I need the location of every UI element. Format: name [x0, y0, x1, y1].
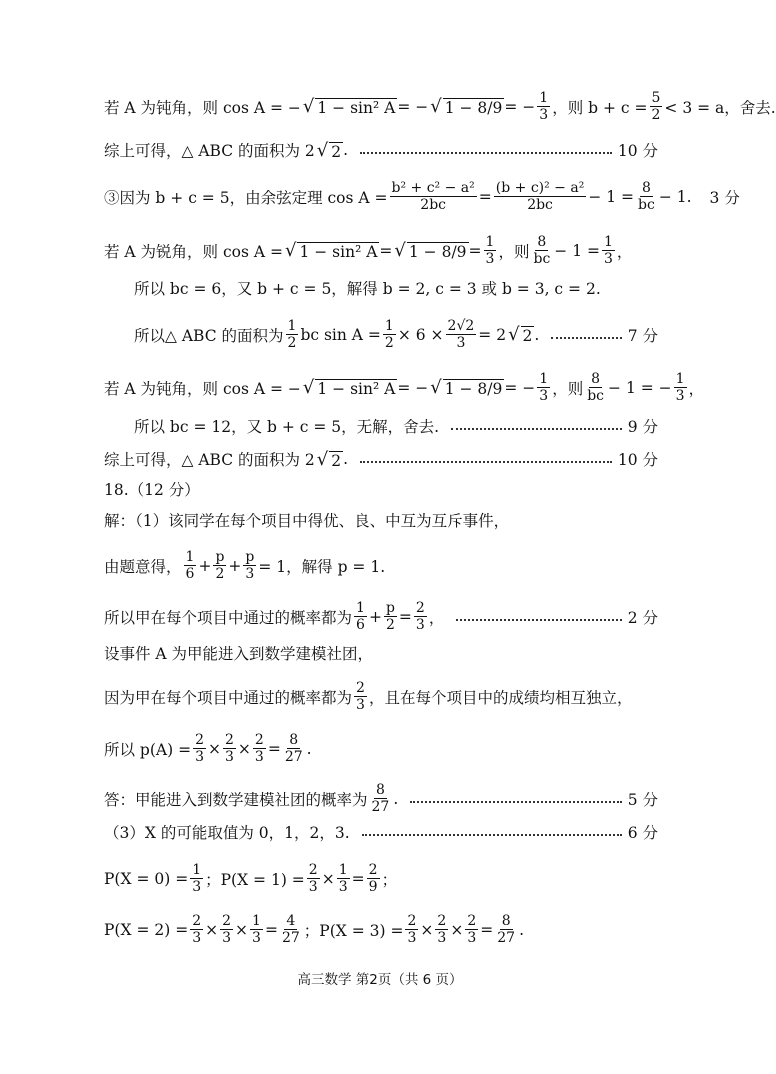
- text-run: − 1.: [658, 187, 692, 206]
- fraction-numerator: 1: [539, 371, 549, 387]
- square-root: [428, 377, 504, 398]
- fraction-denominator: 3: [252, 930, 261, 947]
- fraction: [184, 549, 197, 582]
- radical-sign-icon: √: [394, 240, 406, 262]
- radical-sign-icon: √: [302, 96, 315, 118]
- fraction: [494, 180, 587, 213]
- text-run: 解：（1）该同学在每个项目中得优、良、中互为互斥事件，: [104, 512, 510, 530]
- fraction-denominator: 6: [356, 617, 365, 634]
- line-content: [104, 180, 692, 213]
- text-run: =: [267, 739, 281, 758]
- text-run: ，则 b + c =: [552, 98, 648, 117]
- fraction-numerator: 2: [195, 732, 204, 748]
- fraction-denominator: 3: [192, 930, 202, 947]
- text-run: < 3 = a，舍去.: [664, 98, 776, 117]
- fraction-numerator: 1: [539, 90, 549, 106]
- text-run: × 6 ×: [397, 325, 444, 344]
- text-run: +: [228, 556, 242, 575]
- line-content: [104, 139, 348, 161]
- square-root: [301, 377, 397, 398]
- line-content: [104, 371, 704, 404]
- text-run: − 1 = −: [608, 378, 672, 397]
- radical-sign-icon: √: [302, 377, 315, 399]
- fraction-denominator: 2bc: [527, 197, 553, 214]
- text-run: = 2: [478, 325, 507, 344]
- fraction-denominator: 3: [467, 930, 477, 947]
- text-run: 答：甲能进入到数学建模社团的概率为: [104, 790, 368, 809]
- text-run: 所以 bc = 6，又 b + c = 5，解得 b = 2, c = 3 或 b = 3, c = 2.: [134, 280, 601, 298]
- text-run: − 1 =: [588, 187, 635, 206]
- fraction-numerator: 2: [467, 913, 477, 929]
- line-content: [104, 448, 348, 470]
- line-content: [104, 234, 632, 267]
- dotted-leader: [410, 799, 621, 803]
- fraction-denominator: 3: [338, 879, 348, 896]
- fraction: [414, 600, 427, 633]
- line-content: [104, 782, 398, 815]
- text-run: 所以△ ABC 的面积为: [134, 326, 284, 345]
- fraction-denominator: bc: [587, 388, 605, 405]
- fraction-denominator: 3: [222, 930, 232, 947]
- text-run: ，: [428, 608, 445, 627]
- text-run: .: [343, 450, 349, 468]
- fraction: [531, 234, 552, 267]
- text-run: ，则: [552, 379, 584, 398]
- answer-line: [104, 448, 658, 470]
- line-content: [104, 732, 312, 765]
- fraction: [367, 862, 380, 895]
- answer-line: [104, 509, 658, 531]
- fraction-numerator: 1: [338, 862, 348, 878]
- dotted-leader: [362, 832, 622, 836]
- radical-sign-icon: √: [430, 96, 442, 118]
- radicand: 2: [331, 451, 342, 470]
- fraction-numerator: 2: [437, 913, 447, 929]
- score-label: 5 分: [627, 790, 658, 809]
- fraction-denominator: 27: [281, 930, 300, 947]
- fraction: [495, 913, 517, 946]
- fraction-numerator: 8: [591, 371, 601, 387]
- text-run: 若 A 为锐角，则 cos A =: [104, 242, 283, 261]
- text-run: .: [393, 789, 399, 808]
- text-run: （3）X 的可能取值为 0，1，2，3.: [104, 824, 350, 842]
- text-run: ，: [616, 242, 633, 261]
- text-run: 若 A 为钝角，则 cos A = −: [104, 379, 301, 398]
- fraction-numerator: 1: [252, 913, 261, 929]
- radical-sign-icon: √: [316, 139, 329, 161]
- fraction-numerator: 1: [675, 371, 685, 387]
- radical-sign-icon: √: [508, 324, 520, 346]
- text-run: ，且在每个项目中的成绩均相互独立，: [368, 688, 633, 707]
- fraction-denominator: 3: [407, 930, 417, 947]
- text-run: ③因为 b + c = 5，由余弦定理 cos A =: [104, 188, 388, 207]
- fraction-denominator: 3: [224, 749, 234, 766]
- answer-line: [104, 234, 658, 267]
- fraction: [602, 234, 615, 267]
- text-run: +: [198, 556, 212, 575]
- line-content: [104, 913, 524, 946]
- answer-line: [134, 318, 658, 351]
- fraction: [390, 180, 477, 213]
- text-run: − 1 =: [554, 241, 600, 260]
- fraction-numerator: 4: [286, 913, 296, 929]
- radicand: 1 − 8/9: [408, 243, 467, 262]
- square-root: [392, 240, 468, 261]
- fraction: [674, 371, 687, 404]
- fraction-numerator: 2: [368, 862, 378, 878]
- text-run: ；: [381, 870, 398, 889]
- fraction-numerator: (b + c)² − a²: [495, 180, 585, 196]
- fraction-numerator: 2: [415, 600, 425, 616]
- fraction: [370, 782, 392, 815]
- fraction: [243, 549, 256, 582]
- text-run: 所以 p(A) =: [104, 740, 192, 759]
- answer-line: [104, 680, 658, 713]
- fraction: [484, 234, 497, 267]
- fraction: [383, 318, 396, 351]
- fraction-numerator: p: [385, 600, 395, 616]
- fraction: [435, 913, 448, 946]
- answer-line: [104, 478, 658, 500]
- text-run: = −: [397, 378, 429, 397]
- fraction: [250, 913, 263, 946]
- fraction: [283, 732, 305, 765]
- fraction-denominator: 2: [287, 335, 297, 352]
- text-run: ×: [207, 739, 221, 758]
- text-run: =: [468, 241, 482, 260]
- square-root: [315, 140, 343, 161]
- answer-line: [104, 732, 658, 765]
- fraction: [213, 549, 226, 582]
- fraction: [286, 318, 299, 351]
- fraction-denominator: 27: [284, 749, 303, 766]
- fraction-denominator: 2: [384, 335, 394, 352]
- text-run: =: [379, 241, 393, 260]
- line-content: [104, 90, 776, 123]
- radicand: 1 − sin² A: [317, 99, 396, 118]
- text-run: P(X = 2) =: [104, 920, 189, 939]
- line-content: [104, 509, 509, 531]
- fraction-numerator: 8: [375, 782, 385, 798]
- answer-line: [104, 139, 658, 161]
- text-run: = 1，解得 p = 1.: [258, 557, 386, 576]
- text-run: 综上可得，△ ABC 的面积为 2: [104, 451, 315, 469]
- score-label: 10 分: [617, 451, 658, 469]
- fraction-denominator: 6: [185, 566, 195, 583]
- fraction-numerator: 1: [485, 234, 495, 250]
- fraction-numerator: 2√2: [447, 318, 475, 334]
- dotted-leader: [360, 459, 612, 463]
- fraction: [465, 913, 478, 946]
- answer-line: [104, 782, 658, 815]
- fraction-numerator: 1: [287, 318, 297, 334]
- fraction-numerator: 8: [289, 732, 299, 748]
- fraction-numerator: 1: [604, 234, 613, 250]
- answer-line: [104, 862, 658, 895]
- fraction-numerator: 2: [308, 862, 318, 878]
- fraction-denominator: 3: [356, 697, 365, 714]
- line-content: [104, 821, 350, 843]
- radicand: 2: [331, 142, 342, 161]
- radicand: 2: [522, 327, 533, 346]
- text-run: ×: [321, 869, 335, 888]
- answer-line: [104, 821, 658, 843]
- text-run: ×: [450, 920, 464, 939]
- fraction-numerator: 2: [224, 732, 234, 748]
- fraction-denominator: 9: [368, 879, 378, 896]
- fraction-numerator: 1: [356, 600, 365, 616]
- score-label: 9 分: [627, 418, 658, 436]
- fraction-numerator: p: [245, 549, 255, 565]
- fraction-denominator: bc: [533, 251, 551, 268]
- fraction-denominator: 2: [385, 617, 395, 634]
- fraction: [253, 732, 266, 765]
- fraction: [307, 862, 320, 895]
- fraction-denominator: 3: [604, 251, 613, 268]
- line-content: [134, 318, 539, 351]
- square-root: [283, 240, 379, 261]
- score-label: 7 分: [627, 326, 658, 345]
- text-run: = −: [504, 97, 536, 116]
- line-content: [104, 600, 444, 633]
- text-run: 因为甲在每个项目中通过的概率都为: [104, 688, 353, 707]
- fraction: [337, 862, 350, 895]
- fraction-denominator: 3: [308, 879, 318, 896]
- fraction-denominator: 27: [497, 930, 516, 947]
- fraction-denominator: 2: [215, 566, 225, 583]
- square-root: [315, 449, 343, 470]
- fraction-numerator: b² + c² − a²: [391, 180, 475, 196]
- fraction: [384, 600, 397, 633]
- answer-line: [104, 180, 740, 214]
- dotted-leader: [360, 150, 612, 154]
- text-run: 所以 bc = 12，又 b + c = 5，无解，舍去.: [134, 418, 440, 436]
- text-run: .: [343, 141, 349, 159]
- fraction-numerator: 8: [641, 180, 651, 196]
- fraction: [585, 371, 606, 404]
- text-run: bc sin A =: [300, 325, 381, 344]
- square-root: [506, 324, 534, 345]
- line-content: [104, 549, 385, 582]
- text-run: ，则: [498, 242, 530, 261]
- fraction: [190, 913, 203, 946]
- fraction: [537, 371, 550, 404]
- fraction: [537, 90, 550, 123]
- text-run: =: [351, 869, 365, 888]
- dotted-leader: [451, 426, 622, 430]
- fraction-numerator: 8: [537, 234, 547, 250]
- text-run: ×: [237, 739, 251, 758]
- score-label: 10 分: [617, 142, 658, 160]
- square-root: [301, 96, 397, 117]
- fraction-denominator: 3: [675, 388, 685, 405]
- text-run: 所以甲在每个项目中通过的概率都为: [104, 608, 353, 627]
- answer-line: [104, 90, 776, 124]
- fraction-denominator: 3: [254, 749, 264, 766]
- dotted-leader: [456, 617, 621, 621]
- text-run: 综上可得，△ ABC 的面积为 2: [104, 142, 315, 160]
- fraction: [354, 600, 367, 633]
- fraction-denominator: 3: [437, 930, 447, 947]
- line-content: [104, 642, 373, 664]
- fraction-denominator: 3: [456, 335, 466, 352]
- text-run: .: [534, 325, 540, 344]
- fraction-denominator: 27: [371, 799, 390, 816]
- fraction-numerator: p: [215, 549, 225, 565]
- fraction: [650, 90, 663, 123]
- text-run: = −: [397, 97, 429, 116]
- radicand: 1 − 8/9: [444, 99, 503, 118]
- fraction-denominator: 3: [195, 749, 204, 766]
- answer-line: [134, 277, 658, 299]
- text-run: =: [398, 607, 412, 626]
- fraction: [220, 913, 233, 946]
- radicand: 1 − sin² A: [299, 243, 378, 262]
- fraction-numerator: 1: [384, 318, 394, 334]
- score-label: 3 分: [709, 188, 740, 207]
- fraction-numerator: 2: [356, 680, 365, 696]
- fraction-numerator: 2: [192, 913, 202, 929]
- text-run: ×: [205, 920, 219, 939]
- text-run: =: [264, 920, 278, 939]
- fraction: [193, 732, 206, 765]
- line-content: [134, 277, 601, 299]
- line-content: [104, 862, 397, 895]
- text-run: ；P(X = 3) =: [303, 921, 404, 940]
- answer-line: [104, 642, 658, 664]
- fraction-denominator: 3: [485, 251, 495, 268]
- radical-sign-icon: √: [284, 240, 297, 262]
- text-run: ×: [235, 920, 249, 939]
- fraction-numerator: 2: [222, 913, 232, 929]
- fraction: [223, 732, 236, 765]
- text-run: 18.（12 分）: [104, 481, 200, 499]
- page-footer: 高三数学 第2页（共 6 页）: [297, 972, 463, 988]
- text-run: P(X = 0) =: [104, 869, 189, 888]
- text-run: ；P(X = 1) =: [205, 870, 305, 889]
- fraction: [636, 180, 657, 213]
- text-run: =: [480, 920, 494, 939]
- text-run: .: [519, 920, 524, 939]
- fraction: [354, 680, 367, 713]
- text-run: +: [368, 607, 382, 626]
- fraction-numerator: 1: [185, 549, 195, 565]
- text-run: =: [478, 187, 492, 206]
- fraction-denominator: 3: [245, 566, 255, 583]
- fraction-denominator: 3: [539, 388, 549, 405]
- fraction-numerator: 8: [501, 913, 511, 929]
- fraction: [190, 862, 203, 895]
- fraction-denominator: 3: [539, 107, 549, 124]
- fraction-numerator: 1: [192, 862, 202, 878]
- radical-sign-icon: √: [430, 377, 442, 399]
- score-label: 2 分: [627, 608, 658, 627]
- fraction: [446, 318, 477, 351]
- radical-sign-icon: √: [316, 448, 329, 470]
- fraction-denominator: 2: [651, 107, 661, 124]
- line-content: [134, 415, 439, 437]
- fraction-numerator: 2: [254, 732, 264, 748]
- radicand: 1 − 8/9: [444, 380, 503, 399]
- fraction: [405, 913, 418, 946]
- answer-line: [104, 549, 658, 582]
- answer-line: [104, 371, 705, 405]
- answer-line: [104, 600, 658, 633]
- line-content: [104, 680, 632, 713]
- fraction: [280, 913, 302, 946]
- dotted-leader: [551, 335, 621, 339]
- fraction-denominator: 2bc: [420, 197, 446, 214]
- fraction-denominator: 3: [192, 879, 202, 896]
- text-run: = −: [504, 378, 536, 397]
- text-run: 由题意得，: [104, 557, 182, 576]
- fraction-numerator: 2: [407, 913, 417, 929]
- square-root: [428, 96, 504, 117]
- score-label: 6 分: [627, 824, 658, 842]
- text-run: .: [306, 739, 312, 758]
- text-run: 设事件 A 为甲能进入到数学建模社团，: [104, 645, 374, 663]
- line-content: [104, 478, 200, 500]
- fraction-numerator: 5: [651, 90, 661, 106]
- fraction-denominator: bc: [638, 197, 655, 214]
- text-run: ×: [420, 920, 434, 939]
- answer-line: [134, 415, 658, 437]
- radicand: 1 − sin² A: [317, 380, 396, 399]
- text-run: ，: [688, 379, 705, 398]
- fraction-denominator: 3: [415, 617, 425, 634]
- answer-line: [104, 913, 658, 946]
- text-run: 若 A 为钝角，则 cos A = −: [104, 98, 301, 117]
